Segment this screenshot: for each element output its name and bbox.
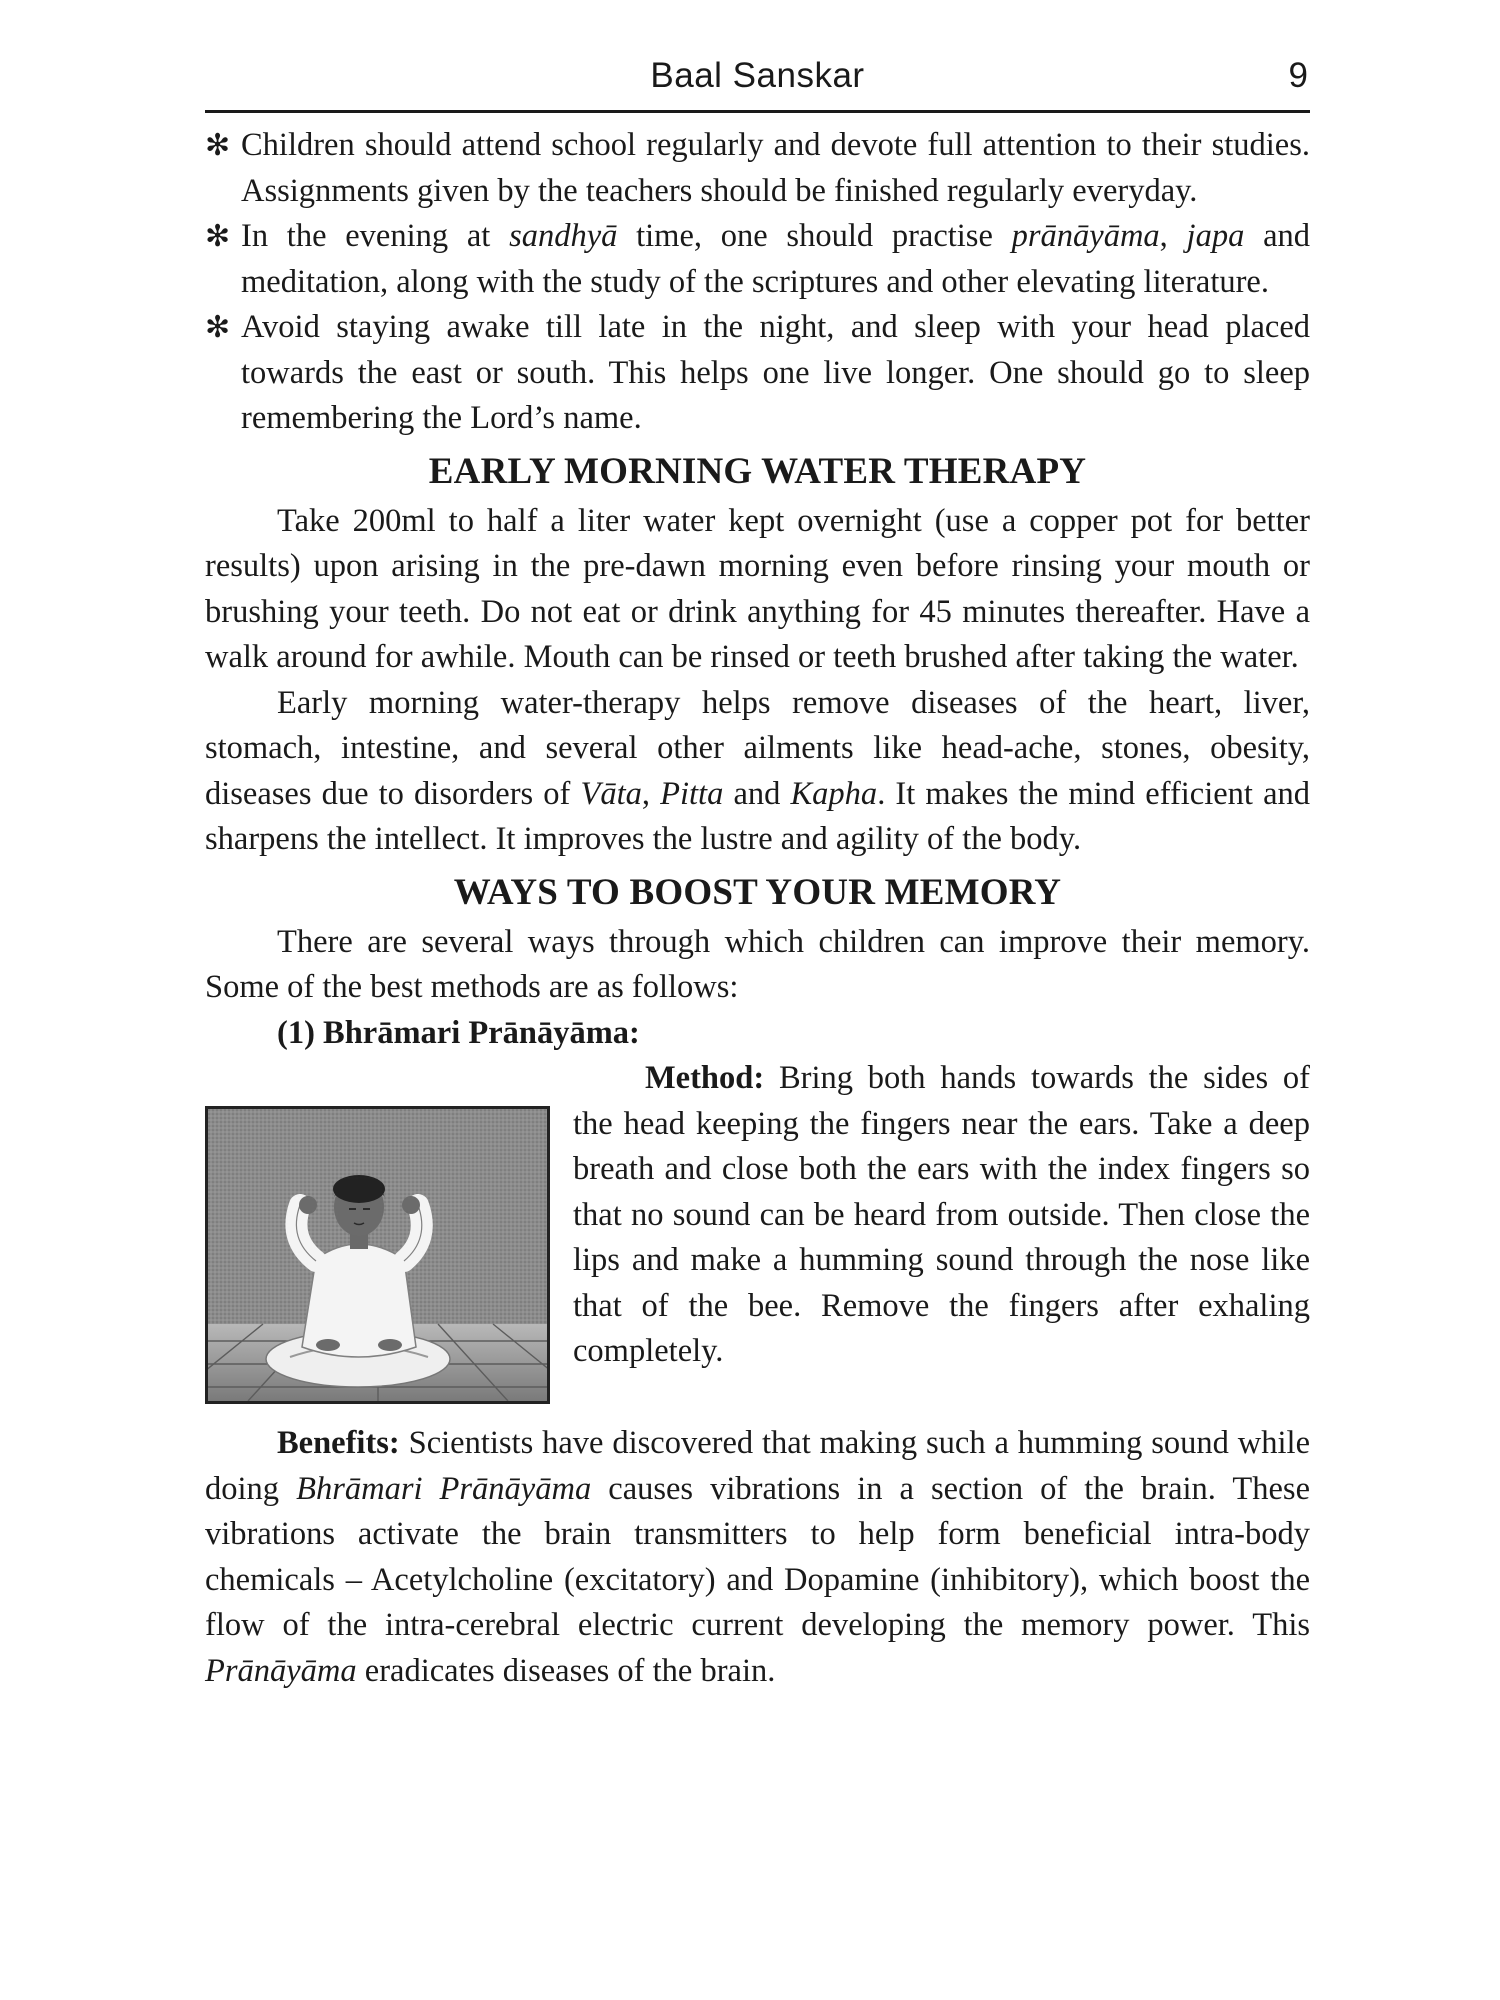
- page-number: 9: [1288, 56, 1308, 95]
- italic-term: Vāta: [580, 775, 642, 812]
- bullet-text: In the evening at: [241, 218, 510, 254]
- method-text: Bring both hands towards the sides of the head keeping the fingers near the ears. Take a deep breath and close both the ears with the index fingers so that no sound can be heard from outside. Then close the lips and make a humming sound through the nose like that of the bee. Remove the fingers after exhaling completely.: [573, 1060, 1310, 1369]
- italic-term: Kapha: [790, 775, 878, 812]
- paragraph-text: causes vibrations in a section of the brain. These vibrations activate the brain transmitters to help form beneficial intra-body chemicals – Acetylcholine (excitatory) and Dopamine (inhibitory), which boost the flow of the intra-cerebral electric current developing the memory power. This: [205, 1470, 1310, 1643]
- paragraph-text: ,: [641, 775, 661, 812]
- asterisk-icon: ✻: [205, 128, 231, 163]
- bullet-text: and meditation, along with the study of the scriptures and other elevating literature.: [241, 218, 1310, 300]
- running-title: Baal Sanskar: [650, 56, 865, 95]
- meditation-photo: [205, 1106, 550, 1404]
- bullet-text: Children should attend school regularly and devote full attention to their studies. Assignments given by the teachers should be finished regularly everyday.: [241, 127, 1310, 209]
- paragraph: There are several ways through which children can improve their memory. Some of the best methods are as follows:: [205, 923, 1310, 1005]
- paragraph-text: Early morning water-therapy helps remove diseases of the heart, liver, stomach, intestine, and several other ailments like head-ache, stones, obesity, diseases due to disorders of: [205, 684, 1310, 812]
- paragraph: [573, 1056, 1310, 1375]
- bullet-text: Avoid staying awake till late in the night, and sleep with your head placed towards the east or south. This helps one live longer. One should go to sleep remembering the Lord’s name.: [241, 309, 1310, 436]
- paragraph: [205, 681, 1310, 863]
- asterisk-icon: ✻: [205, 219, 231, 254]
- italic-term: sandhyā: [509, 218, 618, 254]
- bullet-text: time, one should practise: [617, 218, 1012, 254]
- page-header: [205, 50, 1310, 113]
- paragraph-text: Scientists have discovered that making such a humming sound while doing: [205, 1425, 1310, 1507]
- paragraph: [205, 1421, 1310, 1694]
- sub-heading: (1) Bhrāmari Prānāyāma:: [277, 1014, 640, 1051]
- list-item: [205, 123, 1310, 214]
- section-heading-water-therapy: EARLY MORNING WATER THERAPY: [428, 450, 1087, 492]
- method-label: Method:: [645, 1060, 765, 1096]
- italic-term: Bhrāmari Prānāyāma: [296, 1470, 592, 1507]
- list-item: [205, 305, 1310, 442]
- benefits-label: Benefits:: [277, 1425, 400, 1461]
- italic-term: Pitta: [660, 775, 724, 812]
- method-figure-block: [205, 1056, 1310, 1421]
- book-page: [205, 50, 1310, 1950]
- paragraph-text: eradicates diseases of the brain.: [356, 1652, 776, 1689]
- list-item: [205, 214, 1310, 305]
- method-description: [573, 1056, 1310, 1375]
- asterisk-icon: ✻: [205, 310, 231, 345]
- bullet-text: ,: [1159, 218, 1187, 254]
- page-content: [205, 123, 1310, 1694]
- bullet-list: [205, 123, 1310, 442]
- paragraph-text: and: [723, 775, 791, 812]
- italic-term: prānāyāma: [1011, 218, 1160, 254]
- paragraph: Take 200ml to half a liter water kept overnight (use a copper pot for better results) upon arising in the pre-dawn morning even before rinsing your mouth or brushing your teeth. Do not eat or drink anything for 45 minutes thereafter. Have a walk around for awhile. Mouth can be rinsed or teeth brushed after taking the water.: [205, 502, 1310, 675]
- italic-term: Prānāyāma: [205, 1652, 357, 1689]
- section-heading-memory: WAYS TO BOOST YOUR MEMORY: [453, 871, 1062, 913]
- paragraph-text: . It makes the mind efficient and sharpens the intellect. It improves the lustre and agility of the body.: [205, 775, 1310, 857]
- italic-term: japa: [1186, 218, 1245, 254]
